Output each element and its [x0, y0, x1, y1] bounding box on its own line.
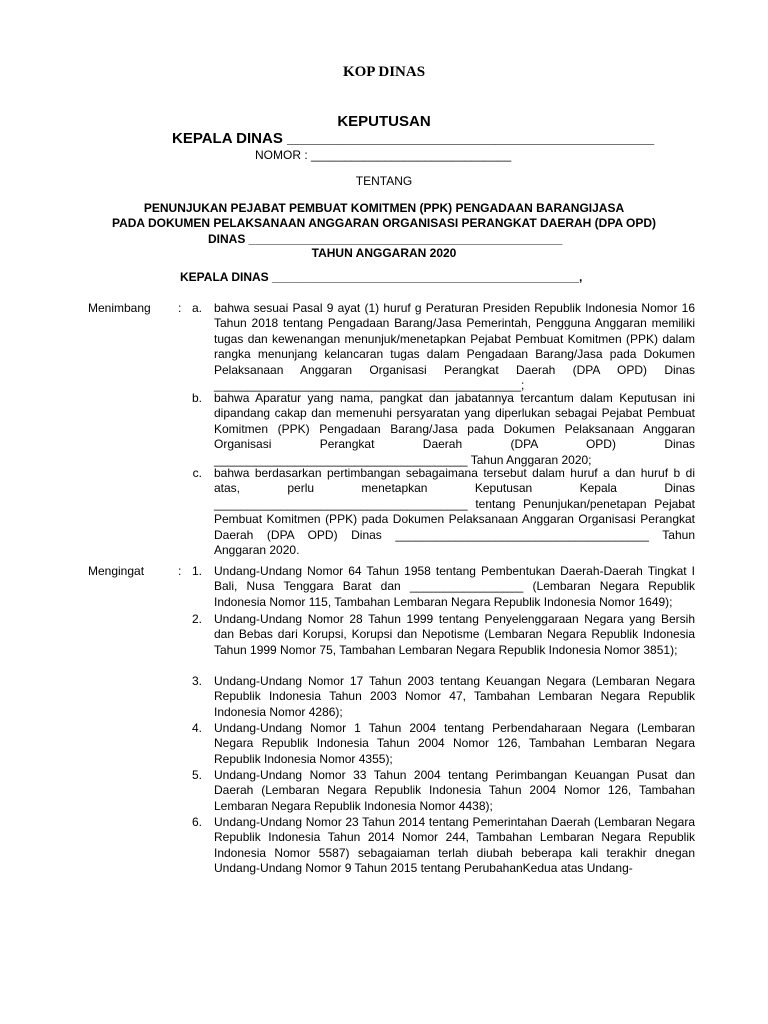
subject-title-line-1: PENUNJUKAN PEJABAT PEMBUAT KOMITMEN (PPK) PENGADAAN BARANGIJASA: [143, 201, 625, 215]
mengingat-marker-5: 5.: [191, 768, 202, 782]
letterhead-title: KOP DINAS: [342, 64, 426, 80]
menimbang-marker-a: a.: [191, 301, 202, 315]
mengingat-item-6: Undang-Undang Nomor 23 Tahun 2014 tentang Pemerintahan Daerah (Lembaran Negara Republik Indonesia Tahun 2014 Nomor 244, Tambahan Lembaran Negara Republik Indonesia Nomor 5587) sebagaiaman terlah diubah beberapa kali terakhir dnegan Undang-Undang Nomor 9 Tahun 2015 tentang PerubahanKedua atas Undang-: [214, 815, 695, 876]
decree-heading: KEPUTUSAN: [337, 113, 431, 130]
subject-dinas-line: DINAS _______________________________________________: [208, 232, 563, 246]
menimbang-marker-b: b.: [191, 391, 202, 405]
issuer-line: KEPALA DINAS ______________________________________________,: [180, 270, 583, 284]
fiscal-year-line: TAHUN ANGGARAN 2020: [311, 246, 457, 260]
mengingat-item-1: Undang-Undang Nomor 64 Tahun 1958 tentang Pembentukan Daerah-Daerah Tingkat I Bali, Nusa Tenggara Barat dan _________________ (Lembaran Negara Republik Indonesia Nomor 115, Tambahan Lembaran Negara Republik Indonesia Nomor 1649);: [214, 564, 695, 609]
subject-title-line-2: PADA DOKUMEN PELAKSANAAN ANGGARAN ORGANISASI PERANGKAT DAERAH (DPA OPD): [111, 216, 656, 230]
mengingat-marker-2: 2.: [191, 612, 202, 626]
menimbang-marker-c: c.: [192, 466, 202, 480]
mengingat-marker-6: 6.: [191, 815, 202, 829]
about-heading: TENTANG: [355, 174, 413, 188]
mengingat-item-4: Undang-Undang Nomor 1 Tahun 2004 tentang Perbendaharaan Negara (Lembaran Negara Republik Indonesia Tahun 2004 Nomor 126, Tambahan Lembaran Negara Republik Indonesia Nomor 4355);: [214, 721, 695, 766]
mengingat-colon: :: [178, 564, 182, 578]
menimbang-item-c: bahwa berdasarkan pertimbangan sebagaimana tersebut dalam huruf a dan huruf b di atas, perlu menetapkan Keputusan Kepala Dinas ______________________________________ tentang Penunjukan/penetapan Pejabat Pembuat Komitmen (PPK) pada Dokumen Pelaksanaan Anggaran Organisasi Perangkat Daerah (DPA OPD) Dinas ______________________________________ Tahun Anggaran 2020.: [214, 466, 695, 558]
mengingat-marker-1: 1.: [191, 564, 202, 578]
mengingat-item-3: Undang-Undang Nomor 17 Tahun 2003 tentang Keuangan Negara (Lembaran Negara Republik Indonesia Tahun 2003 Nomor 47, Tambahan Lembaran Negara Republik Indonesia Nomor 4286);: [214, 674, 695, 719]
mengingat-marker-4: 4.: [191, 721, 202, 735]
mengingat-item-5: Undang-Undang Nomor 33 Tahun 2004 tentang Perimbangan Keuangan Pusat dan Daerah (Lembaran Negara Republik Indonesia Tahun 2004 Nomor 126, Tambahan Lembaran Negara Republik Indonesia Nomor 4438);: [214, 768, 695, 813]
decree-number: NOMOR : ______________________________: [255, 148, 512, 162]
menimbang-label: Menimbang: [88, 301, 151, 315]
menimbang-colon: :: [178, 301, 182, 315]
mengingat-marker-3: 3.: [191, 674, 202, 688]
menimbang-item-a: bahwa sesuai Pasal 9 ayat (1) huruf g Peraturan Presiden Republik Indonesia Nomor 16 Tahun 2018 tentang Pengadaan Barang/Jasa Pemerintah, Pengguna Anggaran memiliki tugas dan kewenangan menunjuk/menetapkan Pejabat Pembuat Komitmen (PPK) dalam rangka menunjang kelancaran tugas dalam Pengadaan Barang/Jasa pada Dokumen Pelaksanaan Anggaran Organisasi Perangkat Daerah (DPA OPD) Dinas ______________________________________________;: [214, 301, 695, 393]
mengingat-label: Mengingat: [88, 564, 145, 578]
menimbang-item-b: bahwa Aparatur yang nama, pangkat dan jabatannya tercantum dalam Keputusan ini dipandang cakap dan memenuhi persyaratan yang diperlukan sebagai Pejabat Pembuat Komitmen (PPK) Pengadaan Barang/Jasa pada Dokumen Pelaksanaan Anggaran Organisasi Perangkat Daerah (DPA OPD) Dinas ______________________________________ Tahun Anggaran 2020;: [214, 391, 695, 467]
mengingat-item-2: Undang-Undang Nomor 28 Tahun 1999 tentang Penyelenggaraan Negara yang Bersih dan Bebas dari Korupsi, Korupsi dan Nepotisme (Lembaran Negara Republik Indonesia Tahun 1999 Nomor 75, Tambahan Lembaran Negara Republik Indonesia Nomor 3851);: [214, 612, 695, 657]
issuer-heading: KEPALA DINAS ____________________________________________: [172, 130, 655, 147]
